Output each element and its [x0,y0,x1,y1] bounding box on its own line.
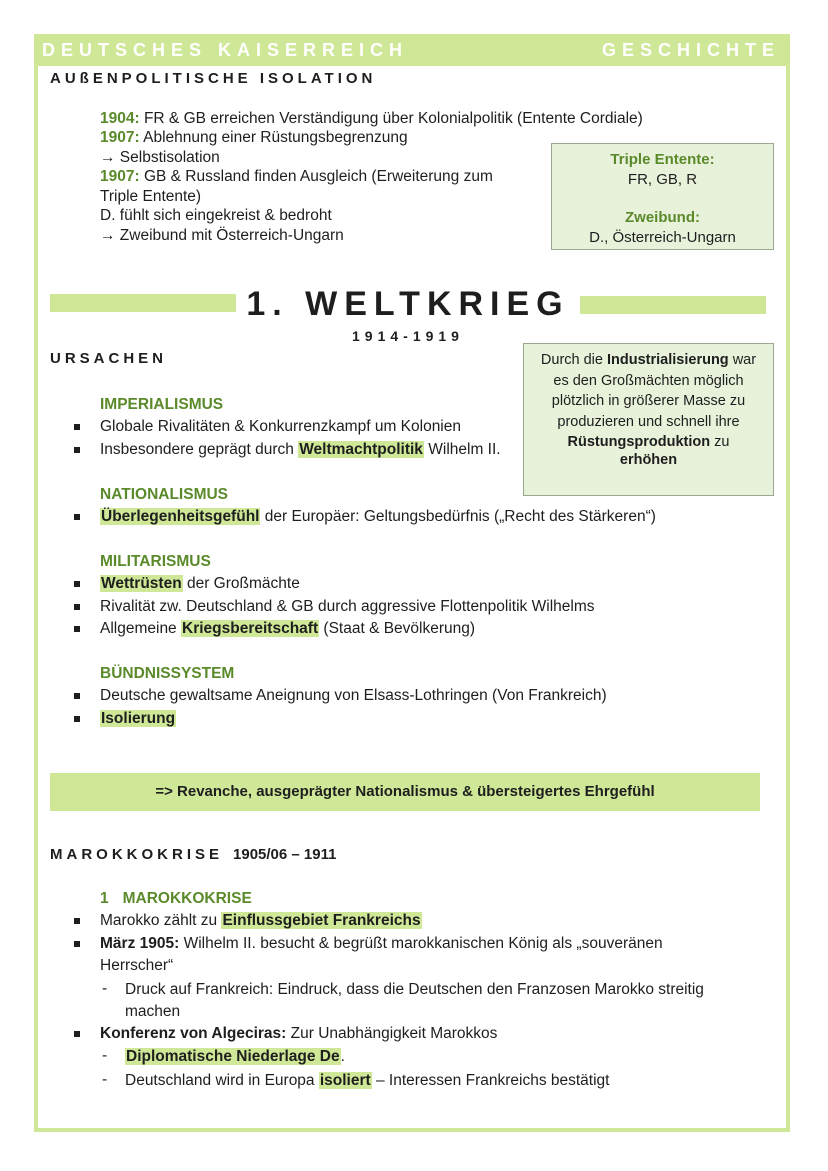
marokko-item-3: Konferenz von Algeciras: Zur Unabhängigkeit Marokkos [100,1025,498,1042]
zweibund-title: Zweibund: [625,209,700,226]
marokko-subitem-1-cont: machen [125,1003,181,1020]
bullet-icon [74,604,80,610]
militarismus-item-1: Wettrüsten der Großmächte [101,575,300,592]
bullet-icon [74,626,80,632]
isolation-line-2: 1907: Ablehnung einer Rüstungsbegrenzung [100,129,408,146]
section-title-ursachen: URSACHEN [50,350,168,367]
bullet-icon [74,447,80,453]
page-title: 1. WELTKRIEG [246,285,570,323]
dash-marker: - [102,1047,108,1064]
bullet-icon [74,424,80,430]
entente-members: FR, GB, R [627,171,698,188]
isolation-line-3: → Selbstisolation [100,149,220,166]
heading-buendnissystem: BÜNDNISSYSTEM [100,665,235,682]
summary-banner: => Revanche, ausgeprägter Nationalismus & übersteigertes Ehrgefühl [50,773,760,811]
isolation-line-6: D. fühlt sich eingekreist & bedroht [100,207,332,224]
isolation-line-1: 1904: FR & GB erreichen Verständigung über Kolonialpolitik (Entente Cordiale) [100,110,643,127]
marokko-subitem-2: Diplomatische Niederlage De. [126,1048,345,1065]
alliance-box [551,143,774,250]
marokko-item-1: Marokko zählt zu Einflussgebiet Frankreichs [100,912,421,929]
militarismus-item-3: Allgemeine Kriegsbereitschaft (Staat & Bevölkerung) [100,620,476,637]
header-bar [34,34,790,66]
title-years: 1914-1919 [352,328,464,344]
bullet-icon [74,693,80,699]
zweibund-members: D., Österreich-Ungarn [589,229,736,246]
entente-title: Triple Entente: [610,151,715,168]
title-bar-right [580,296,766,314]
buendnis-item-2: Isolierung [101,710,176,727]
marokko-subitem-3: Deutschland wird in Europa isoliert – Interessen Frankreichs bestätigt [125,1072,610,1089]
dash-marker: - [102,980,108,997]
info-line-6: erhöhen [619,451,678,468]
info-line-2: es den Großmächten möglich [553,372,744,389]
bullet-icon [74,918,80,924]
heading-imperialismus: IMPERIALISMUS [100,396,224,413]
title-bar-left [50,294,236,312]
dash-marker: - [102,1071,108,1088]
heading-marokkokrise-1: 1 MAROKKOKRISE [100,890,252,907]
militarismus-item-2: Rivalität zw. Deutschland & GB durch aggressive Flottenpolitik Wilhelms [100,598,595,615]
bullet-icon [74,1031,80,1037]
bullet-icon [74,581,80,587]
isolation-line-5: Triple Entente) [100,188,202,205]
buendnis-item-1: Deutsche gewaltsame Aneignung von Elsass-Lothringen (Von Frankreich) [100,687,607,704]
info-line-4: produzieren und schnell ihre [557,413,740,430]
bullet-icon [74,514,80,520]
bullet-icon [74,941,80,947]
industrialization-box: Durch die Industrialisierung war es den Großmächten möglich plötzlich in größerer Masse zu produzieren und schnell ihre Rüstungsproduktion zu erhöhen [523,343,774,496]
marokko-subitem-1: Druck auf Frankreich: Eindruck, dass die Deutschen den Franzosen Marokko streitig [125,981,704,998]
bullet-icon [74,716,80,722]
marokko-item-2: März 1905: Wilhelm II. besucht & begrüßt marokkanischen König als „souveränen [100,935,663,952]
section-title-isolation: AUßENPOLITISCHE ISOLATION [50,70,377,87]
isolation-line-4: 1907: GB & Russland finden Ausgleich (Erweiterung zum [100,168,493,185]
section-title-marokko: MAROKKOKRISE 1905/06 – 1911 [50,846,337,863]
heading-nationalismus: NATIONALISMUS [100,486,229,503]
isolation-line-7: → Zweibund mit Österreich-Ungarn [100,227,344,244]
header-title: DEUTSCHES KAISERREICH [42,40,409,60]
imperialismus-item-1: Globale Rivalitäten & Konkurrenzkampf um Kolonien [100,418,461,435]
header-subject: GESCHICHTE [601,40,780,60]
imperialismus-item-2: Insbesondere geprägt durch Weltmachtpolitik Wilhelm II. [100,441,501,458]
info-line-3: plötzlich in größerer Masse zu [551,393,746,409]
nationalismus-item-1: Überlegenheitsgefühl der Europäer: Geltungsbedürfnis („Recht des Stärkeren“) [101,508,656,525]
marokko-item-2-cont: Herrscher“ [100,957,174,974]
heading-militarismus: MILITARISMUS [100,553,211,570]
